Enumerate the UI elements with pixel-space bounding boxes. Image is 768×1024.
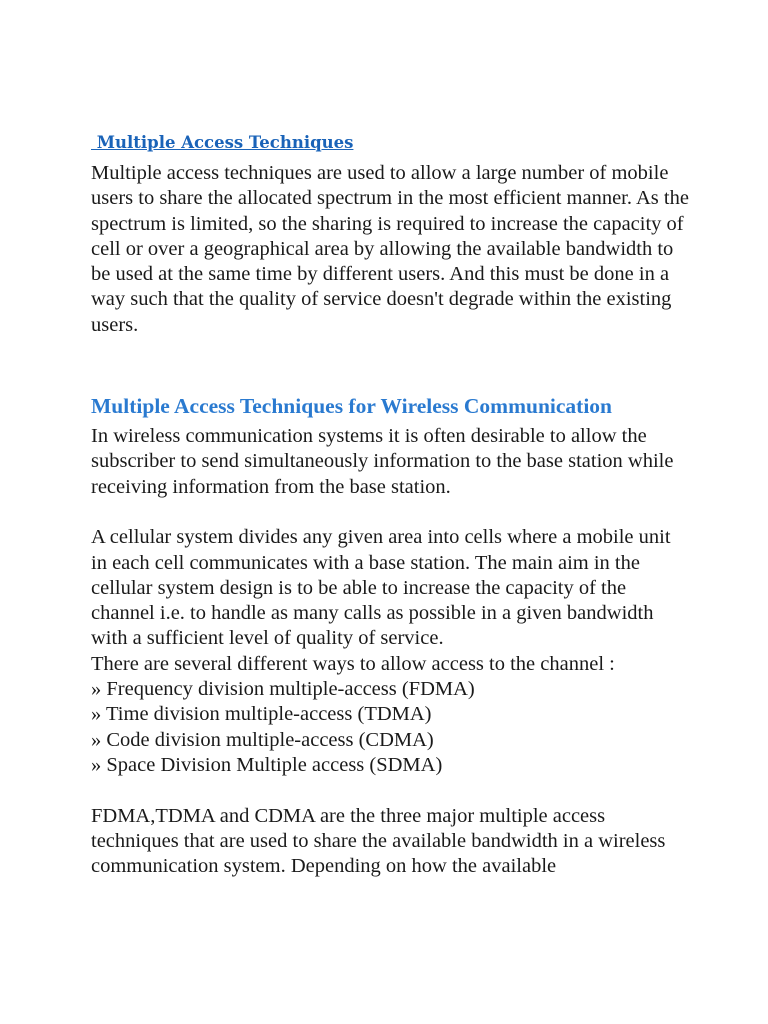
paragraph-spacer: [91, 500, 691, 525]
list-item: » Frequency division multiple-access (FDMA): [91, 678, 475, 701]
section-heading: Multiple Access Techniques for Wireless Communication: [91, 394, 613, 419]
intro-paragraph: Multiple access techniques are used to allow a large number of mobile users to share the allocated spectrum in the most efficient manner. As the spectrum is limited, so the sharing is required to increase the capacity of cell or over a geographical area by allowing the available bandwidth to be used at the same time by different users. And this must be done in a way such that the quality of service doesn't degrade within the existing users.: [91, 162, 689, 336]
section-title-link[interactable]: Multiple Access Techniques: [91, 133, 354, 152]
section-spacer: [91, 338, 691, 392]
list-item: » Time division multiple-access (TDMA): [91, 703, 432, 726]
cellular-paragraph: A cellular system divides any given area into cells where a mobile unit in each cell communicates with a base station. The main aim in the cellular system design is to be able to increase the capacity of the channel i.e. to handle as many calls as possible in a given bandwidth with a sufficient level of quality of service.: [91, 526, 671, 650]
access-methods-list: [91, 677, 691, 778]
paragraph-spacer: [91, 778, 691, 803]
document-body: [91, 131, 691, 879]
list-item: » Space Division Multiple access (SDMA): [91, 753, 443, 776]
list-item: » Code division multiple-access (CDMA): [91, 728, 434, 751]
fdma-tdma-cdma-paragraph: FDMA,TDMA and CDMA are the three major multiple access techniques that are used to share the available bandwidth in a wireless communication system. Depending on how the available: [91, 804, 666, 878]
wireless-paragraph: In wireless communication systems it is often desirable to allow the subscriber to send simultaneously information to the base station while receiving information from the base station.: [91, 425, 674, 498]
list-intro: There are several different ways to allow access to the channel :: [91, 652, 615, 675]
